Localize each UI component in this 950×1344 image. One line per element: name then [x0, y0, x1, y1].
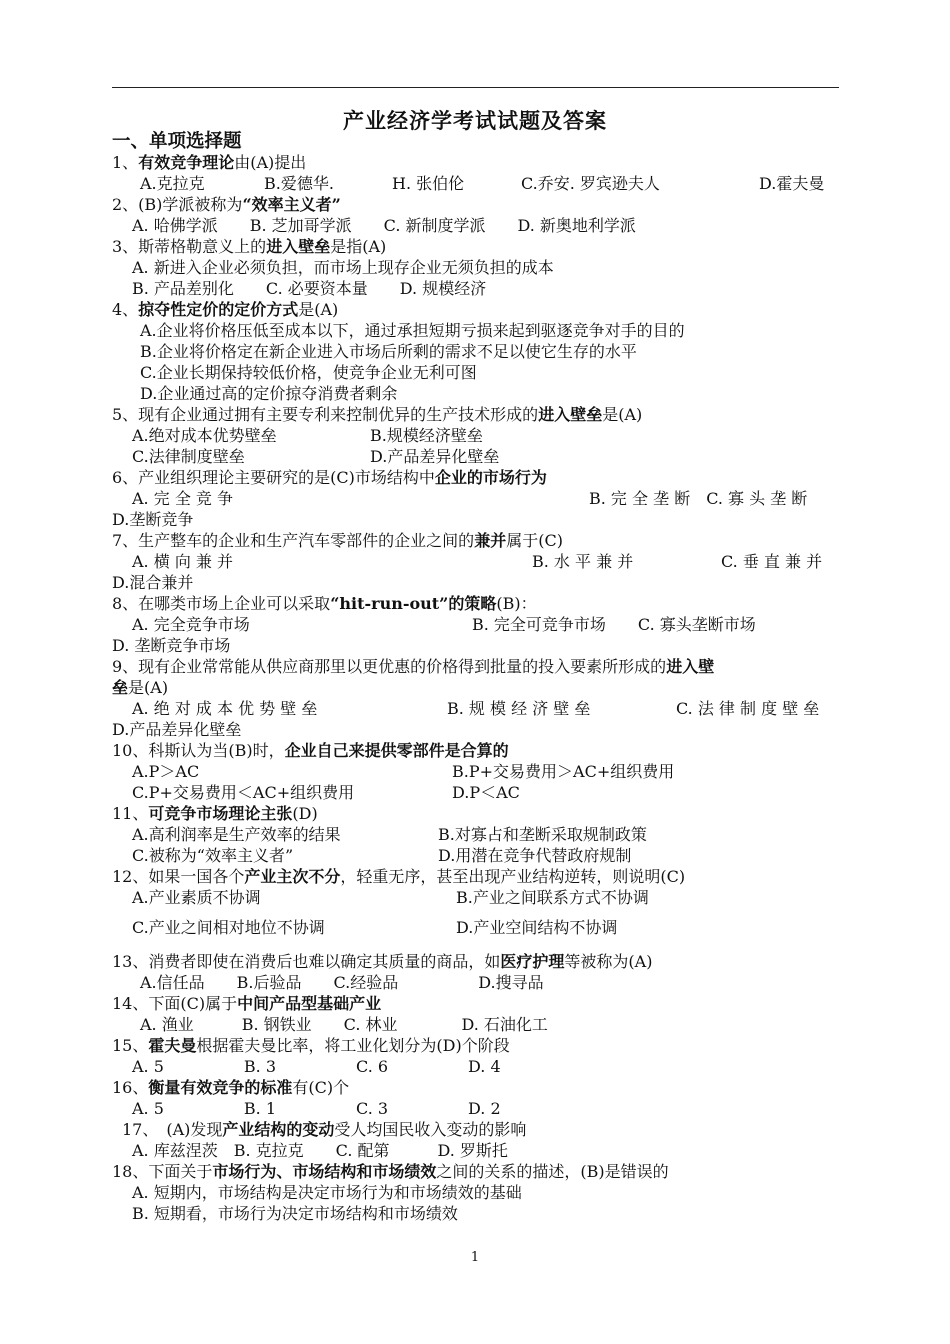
text-segment: B. 完全可竞争市场 C. 寡头垄断市场 — [472, 615, 756, 634]
text-segment: A. 5 B. 3 C. 6 D. 4 — [132, 1057, 501, 1076]
option-line — [132, 1140, 508, 1162]
question-10 — [112, 740, 509, 762]
question-17 — [122, 1119, 526, 1141]
option-line — [452, 782, 520, 804]
emphasis-text: 进入壁垒 — [266, 237, 331, 256]
option-line — [370, 425, 483, 447]
text-segment: D.混合兼并 — [112, 573, 194, 592]
option-line — [392, 173, 464, 195]
option-line — [132, 257, 554, 279]
text-segment: A. 完全竞争市场 — [132, 615, 250, 634]
text-segment: ，轻重无序，甚至出现产业结构逆转，则说明(C) — [340, 867, 686, 886]
text-segment: B.P+交易费用＞AC+组织费用 — [452, 762, 675, 781]
question-2 — [112, 194, 341, 216]
option-line — [132, 1098, 501, 1120]
option-line — [676, 698, 819, 720]
text-segment: 14、下面(C)属于 — [112, 994, 238, 1013]
option-line — [112, 719, 241, 741]
question-18 — [112, 1161, 669, 1183]
question-8 — [112, 593, 537, 615]
text-segment: 11、 — [112, 804, 149, 823]
question-12 — [112, 866, 685, 888]
text-segment: A.克拉克 — [140, 174, 205, 193]
question-15 — [112, 1035, 510, 1057]
question-13 — [112, 951, 652, 973]
text-segment: 12、如果一国各个 — [112, 867, 245, 886]
emphasis-text: 进入壁垒 — [538, 405, 603, 424]
text-segment: B.产业之间联系方式不协调 — [456, 888, 649, 907]
text-segment: 是(A) — [298, 300, 339, 319]
option-line — [140, 1014, 548, 1036]
emphasis-text: “效率主义者” — [242, 195, 341, 214]
text-segment: A.企业将价格压低至成本以下，通过承担短期亏损来起到驱逐竞争对手的目的 — [140, 321, 685, 340]
question-6 — [112, 467, 547, 489]
text-segment: 3、斯蒂格勒意义上的 — [112, 237, 267, 256]
text-segment: A. 横 向 兼 并 — [132, 552, 233, 571]
text-segment: 16、 — [112, 1078, 149, 1097]
text-segment: 8、在哪类市场上企业可以采取 — [112, 594, 331, 613]
text-segment: C.法律制度壁垒 — [132, 447, 245, 466]
text-segment: 5、现有企业通过拥有主要专利来控制优异的生产技术形成的 — [112, 405, 539, 424]
text-segment: A.产业素质不协调 — [132, 888, 261, 907]
option-line — [456, 917, 617, 939]
text-segment: 是(A) — [128, 678, 169, 697]
question-9 — [112, 656, 714, 678]
text-segment: C. 法 律 制 度 壁 垒 — [676, 699, 820, 718]
emphasis-text: 垒 — [112, 678, 129, 697]
option-line — [132, 614, 250, 636]
emphasis-text: 可竞争市场理论主张 — [148, 804, 293, 823]
option-line — [721, 551, 822, 573]
emphasis-text: 产业结构的变动 — [222, 1120, 335, 1139]
option-line — [370, 446, 499, 468]
option-line — [132, 278, 486, 300]
option-line — [452, 761, 674, 783]
text-segment: A. 哈佛学派 B. 芝加哥学派 C. 新制度学派 D. 新奥地利学派 — [132, 216, 636, 235]
emphasis-text: “hit-run-out”的策略 — [330, 594, 497, 613]
section-heading: 一、单项选择题 — [112, 131, 242, 152]
text-segment: H. 张伯伦 — [392, 174, 465, 193]
option-line — [132, 1182, 522, 1204]
emphasis-text: 医疗护理 — [500, 952, 565, 971]
text-segment: A. 短期内，市场结构是决定市场行为和市场绩效的基础 — [132, 1183, 522, 1202]
option-line — [132, 215, 636, 237]
option-line — [112, 572, 193, 594]
emphasis-text: 企业自己来提供零部件是合算的 — [284, 741, 509, 760]
text-segment: 属于(C) — [506, 531, 563, 550]
text-segment: D.产品差异化壁垒 — [112, 720, 242, 739]
text-segment: B. 产品差别化 C. 必要资本量 D. 规模经济 — [132, 279, 487, 298]
text-segment: C.被称为“效率主义者” — [132, 846, 294, 865]
text-segment: (B)： — [496, 594, 537, 613]
text-segment: A. 渔业 B. 钢铁业 C. 林业 D. 石油化工 — [140, 1015, 548, 1034]
option-line — [140, 362, 477, 384]
text-segment: 根据霍夫曼比率，将工业化划分为(D)个阶段 — [196, 1036, 510, 1055]
question-9-cont — [112, 677, 168, 699]
document-title: 产业经济学考试试题及答案 — [343, 108, 607, 133]
option-line — [132, 446, 245, 468]
option-line — [140, 341, 637, 363]
option-line — [132, 425, 277, 447]
text-segment: 有(C)个 — [292, 1078, 350, 1097]
option-line — [132, 824, 341, 846]
option-line — [112, 509, 193, 531]
option-line — [140, 383, 397, 405]
option-line — [264, 173, 334, 195]
question-1 — [112, 152, 306, 174]
question-14 — [112, 993, 381, 1015]
option-line — [132, 698, 317, 720]
text-segment: 是指(A) — [330, 237, 387, 256]
question-16 — [112, 1077, 349, 1099]
option-line — [132, 887, 261, 909]
option-line — [438, 845, 631, 867]
text-segment: A. 新进入企业必须负担，而市场上现存企业无须负担的成本 — [132, 258, 554, 277]
option-line — [132, 488, 233, 510]
text-segment: C.企业长期保持较低价格，使竞争企业无利可图 — [140, 363, 477, 382]
question-3 — [112, 236, 386, 258]
text-segment: D.P＜AC — [452, 783, 520, 802]
option-line — [589, 488, 807, 510]
option-line — [438, 824, 647, 846]
text-segment: D.企业通过高的定价掠夺消费者剩余 — [140, 384, 398, 403]
emphasis-text: 产业主次不分 — [244, 867, 341, 886]
text-segment: 18、下面关于 — [112, 1162, 213, 1181]
text-segment: 受人均国民收入变动的影响 — [334, 1120, 527, 1139]
option-line — [112, 635, 230, 657]
text-segment: C.产业之间相对地位不协调 — [132, 918, 325, 937]
emphasis-text: 企业的市场行为 — [434, 468, 547, 487]
question-4 — [112, 299, 338, 321]
text-segment: A.信任品 B.后验品 C.经验品 D.搜寻品 — [140, 973, 544, 992]
emphasis-text: 掠夺性定价的定价方式 — [138, 300, 299, 319]
question-5 — [112, 404, 642, 426]
option-line — [532, 551, 633, 573]
text-segment: D.产业空间结构不协调 — [456, 918, 618, 937]
option-line — [140, 320, 685, 342]
emphasis-text: 市场行为、市场结构和市场绩效 — [212, 1162, 437, 1181]
text-segment: 2、(B)学派被称为 — [112, 195, 243, 214]
emphasis-text: 霍夫曼 — [148, 1036, 197, 1055]
text-segment: C. 垂 直 兼 并 — [721, 552, 823, 571]
emphasis-text: 有效竞争理论 — [138, 153, 235, 172]
text-segment: A. 5 B. 1 C. 3 D. 2 — [132, 1099, 501, 1118]
text-segment: 6、产业组织理论主要研究的是(C)市场结构中 — [112, 468, 435, 487]
text-segment: A. 库兹涅茨 B. 克拉克 C. 配第 D. 罗斯托 — [132, 1141, 508, 1160]
text-segment: 由(A)提出 — [234, 153, 307, 172]
text-segment: (D) — [292, 804, 318, 823]
option-line — [521, 173, 660, 195]
text-segment: C.P+交易费用＜AC+组织费用 — [132, 783, 355, 802]
option-line — [132, 917, 325, 939]
emphasis-text: 进入壁 — [666, 657, 715, 676]
text-segment: 9、现有企业常常能从供应商那里以更优惠的价格得到批量的投入要素所形成的 — [112, 657, 667, 676]
text-segment: 1、 — [112, 153, 139, 172]
text-segment: A.高利润率是生产效率的结果 — [132, 825, 341, 844]
option-line — [132, 1203, 458, 1225]
option-line — [132, 845, 293, 867]
text-segment: 15、 — [112, 1036, 149, 1055]
text-segment: A.绝对成本优势壁垒 — [132, 426, 277, 445]
question-11 — [112, 803, 318, 825]
page-number: 1 — [470, 1250, 480, 1265]
text-segment: 17、 (A)发现 — [122, 1120, 223, 1139]
option-line — [140, 173, 205, 195]
text-segment: 等被称为(A) — [564, 952, 653, 971]
text-segment: B. 短期看，市场行为决定市场结构和市场绩效 — [132, 1204, 458, 1223]
text-segment: 是(A) — [602, 405, 643, 424]
option-line — [132, 761, 199, 783]
text-segment: C.乔安. 罗宾逊夫人 — [521, 174, 660, 193]
text-segment: B.对寡占和垄断采取规制政策 — [438, 825, 647, 844]
option-line — [132, 782, 354, 804]
option-line — [456, 887, 649, 909]
text-segment: B.企业将价格定在新企业进入市场后所剩的需求不足以使它生存的水平 — [140, 342, 637, 361]
text-segment: A.P＞AC — [132, 762, 200, 781]
emphasis-text: 衡量有效竞争的标准 — [148, 1078, 293, 1097]
option-line — [472, 614, 756, 636]
text-segment: A. 绝 对 成 本 优 势 壁 垒 — [132, 699, 318, 718]
header-rule — [112, 87, 839, 88]
option-line — [447, 698, 590, 720]
option-line — [759, 173, 824, 195]
emphasis-text: 中间产品型基础产业 — [237, 994, 382, 1013]
emphasis-text: 兼并 — [474, 531, 507, 550]
text-segment: A. 完 全 竞 争 — [132, 489, 233, 508]
text-segment: B.爱德华. — [264, 174, 334, 193]
text-segment: B. 规 模 经 济 壁 垒 — [447, 699, 591, 718]
text-segment: 之间的关系的描述，(B)是错误的 — [436, 1162, 669, 1181]
option-line — [132, 551, 233, 573]
text-segment: 7、生产整车的企业和生产汽车零部件的企业之间的 — [112, 531, 475, 550]
option-line — [132, 1056, 501, 1078]
text-segment: B. 完 全 垄 断 C. 寡 头 垄 断 — [589, 489, 808, 508]
text-segment: 10、科斯认为当(B)时， — [112, 741, 285, 760]
text-segment: D. 垄断竞争市场 — [112, 636, 231, 655]
question-7 — [112, 530, 563, 552]
text-segment: 4、 — [112, 300, 139, 319]
text-segment: D.霍夫曼 — [759, 174, 825, 193]
text-segment: B. 水 平 兼 并 — [532, 552, 634, 571]
option-line — [140, 972, 544, 994]
text-segment: B.规模经济壁垒 — [370, 426, 483, 445]
text-segment: 13、消费者即使在消费后也难以确定其质量的商品，如 — [112, 952, 501, 971]
text-segment: D.垄断竞争 — [112, 510, 194, 529]
text-segment: D.用潜在竞争代替政府规制 — [438, 846, 632, 865]
text-segment: D.产品差异化壁垒 — [370, 447, 500, 466]
